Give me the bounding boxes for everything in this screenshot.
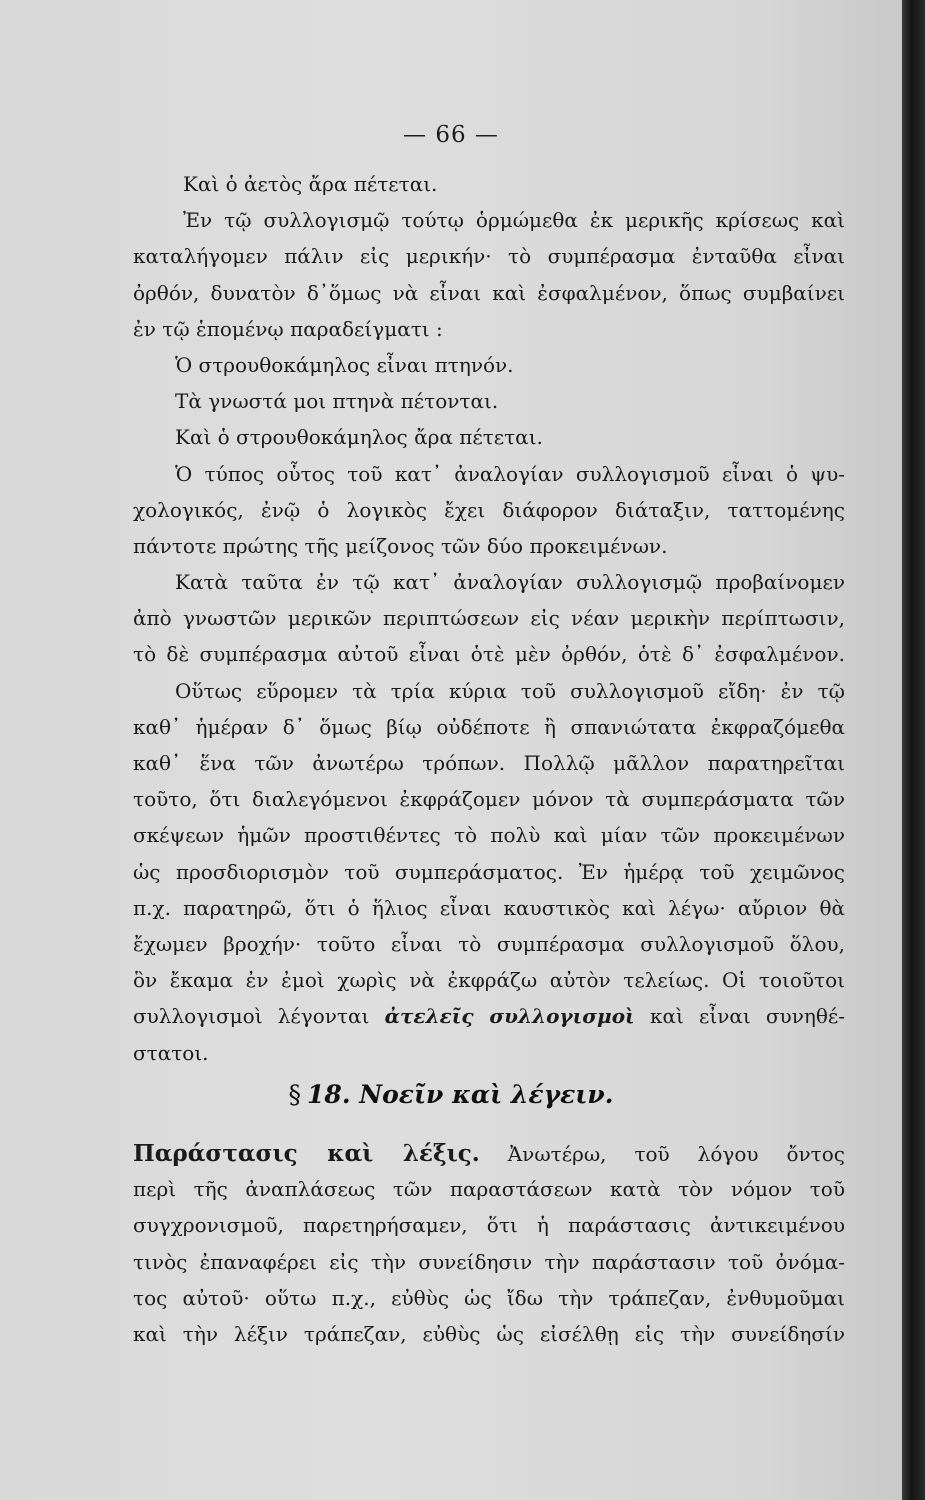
text-line: σκέψεων ἡμῶν προστιθέντες τὸ πολὺ καὶ μίαν τῶν προκειμένων — [133, 823, 845, 848]
section-heading — [0, 1080, 902, 1109]
text-line: Ἐν τῷ συλλογισμῷ τούτῳ ὁρμώμεθα ἐκ μερικῆς κρίσεως καὶ — [183, 208, 845, 233]
page-number: — 66 — — [403, 122, 499, 148]
text-line: καὶ τὴν λέξιν τράπεζαν, εὐθὺς ὡς εἰσέλθῃ εἰς τὴν συνείδησίν — [133, 1321, 845, 1346]
text-line: τοῦτο, ὅτι διαλεγόμενοι ἐκφράζομεν μόνον τὰ συμπεράσματα τῶν — [133, 787, 845, 812]
text-line: τος αὐτοῦ· οὕτω π.χ., εὐθὺς ὡς ἴδω τὴν τράπεζαν, ἐνθυμοῦμαι — [133, 1285, 845, 1310]
text-line: ἐν τῷ ἑπομένῳ παραδείγματι : — [133, 316, 443, 341]
text-line: Ὁ στρουθοκάμηλος εἶναι πτηνόν. — [175, 352, 514, 377]
text-line: ἔχωμεν βροχήν· τοῦτο εἶναι τὸ συμπέρασμα συλλογισμοῦ ὅλου, — [133, 931, 845, 956]
text-segment: καὶ εἶναι συνηθέ- — [649, 1004, 846, 1029]
text-line: Κατὰ ταῦτα ἐν τῷ κατ᾽ ἀναλογίαν συλλογισμῷ προβαίνομεν — [175, 570, 845, 595]
text-segment: Ἀνωτέρω, τοῦ λόγου ὄντος — [507, 1142, 845, 1166]
main-text-block — [133, 166, 845, 1071]
text-line: π.χ. παρατηρῶ, ὅτι ὁ ἥλιος εἶναι καυστικὸς καὶ λέγω· αὔριον θὰ — [133, 895, 845, 920]
text-line: συγχρονισμοῦ, παρετηρήσαμεν, ὅτι ἡ παράστασις ἀντικειμένου — [133, 1213, 845, 1238]
text-line: στατοι. — [133, 1040, 209, 1065]
section-paragraph — [133, 1136, 845, 1353]
text-line: ἀπὸ γνωστῶν μερικῶν περιπτώσεων εἰς νέαν μερικὴν περίπτωσιν, — [133, 606, 845, 631]
text-line: καθ᾽ ἕνα τῶν ἀνωτέρω τρόπων. Πολλῷ μᾶλλον παρατηρεῖται — [133, 751, 845, 775]
text-line: καταλήγομεν πάλιν εἰς μερικήν· τὸ συμπέρασμα ἐνταῦθα εἶναι — [133, 244, 845, 269]
text-line: τινὸς ἐπαναφέρει εἰς τὴν συνείδησιν τὴν παράστασιν τοῦ ὀνόμα- — [133, 1249, 845, 1274]
text-line: χολογικός, ἐνῷ ὁ λογικὸς ἔχει διάφορον διάταξιν, ταττομένης — [133, 497, 845, 522]
text-line: Καὶ ὁ στρουθοκάμηλος ἄρα πέτεται. — [175, 425, 543, 450]
text-segment: συλλογισμοὶ λέγονται — [133, 1004, 370, 1029]
paragraph-subhead: Παράστασις καὶ λέξις. — [133, 1140, 480, 1167]
text-line: καθ᾽ ἡμέραν δ᾽ ὅμως βίῳ οὐδέποτε ἢ σπανιώτατα ἐκφραζόμεθα — [133, 714, 845, 739]
text-line: περὶ τῆς ἀναπλάσεως τῶν παραστάσεων κατὰ τὸν νόμον τοῦ — [133, 1177, 845, 1202]
text-line: ὀρθόν, δυνατὸν δ᾽ὅμως νὰ εἶναι καὶ ἐσφαλμένον, ὅπως συμβαίνει — [133, 280, 845, 305]
text-line: τὸ δὲ συμπέρασμα αὐτοῦ εἶναι ὁτὲ μὲν ὀρθόν, ὁτὲ δ᾽ ἐσφαλμένον. — [133, 642, 845, 667]
section-title: 18. Νοεῖν καὶ λέγειν. — [307, 1080, 614, 1109]
text-line: πάντοτε πρώτης τῆς μείζονος τῶν δύο προκειμένων. — [133, 533, 668, 558]
text-line: Οὕτως εὕρομεν τὰ τρία κύρια τοῦ συλλογισμοῦ εἴδη· ἐν τῷ — [175, 678, 845, 703]
text-line-with-subhead — [133, 1136, 845, 1172]
text-line: ὃν ἔκαμα ἐν ἐμοὶ χωρὶς νὰ ἐκφράζω αὐτὸν τελείως. Οἱ τοιοῦτοι — [133, 968, 845, 993]
text-line: Καὶ ὁ ἀετὸς ἄρα πέτεται. — [183, 172, 438, 196]
section-symbol: § — [288, 1080, 302, 1109]
emphasized-term: ἀτελεῖς συλλογισμοὶ — [384, 1004, 635, 1029]
text-line: Τὰ γνωστά μοι πτηνὰ πέτονται. — [175, 389, 499, 414]
text-line: Ὁ τύπος οὗτος τοῦ κατ᾽ ἀναλογίαν συλλογισμοῦ εἶναι ὁ ψυ- — [175, 461, 845, 486]
text-line: ὡς προσδιορισμὸν τοῦ συμπεράσματος. Ἐν ἡμέρᾳ τοῦ χειμῶνος — [133, 859, 845, 884]
text-line-with-emphasis — [133, 998, 845, 1034]
page-edge-shadow — [902, 0, 925, 1500]
